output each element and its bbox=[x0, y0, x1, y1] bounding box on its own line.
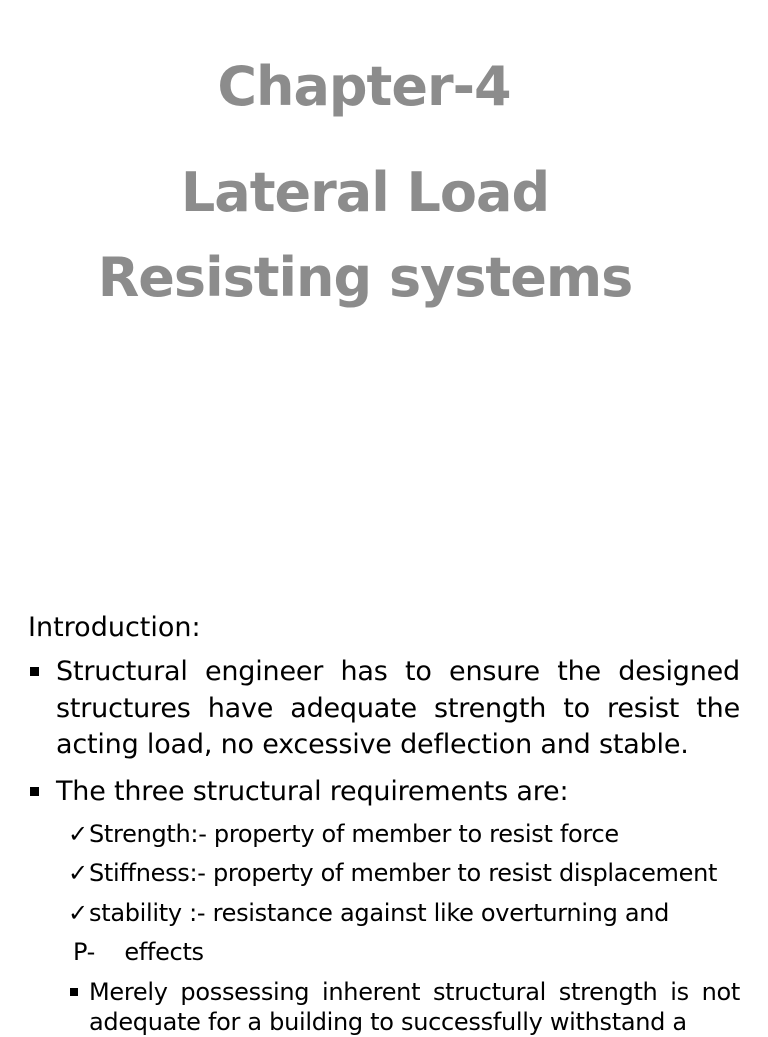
chapter-label: Chapter-4 bbox=[217, 55, 511, 118]
slide-title-line-1: Lateral Load bbox=[180, 161, 550, 224]
requirement-item bbox=[68, 898, 669, 928]
checkmark-icon: ✓ bbox=[68, 859, 88, 887]
requirement-text: stability :- resistance against like overturning and bbox=[89, 899, 670, 927]
bullet-text: The three structural requirements are: bbox=[56, 776, 569, 807]
content-slide bbox=[0, 600, 768, 1036]
sub-bullet-item bbox=[68, 977, 740, 1037]
square-bullet-icon bbox=[30, 667, 39, 676]
requirement-item bbox=[68, 819, 619, 849]
square-bullet-icon bbox=[30, 787, 39, 796]
slide-title-line-2: Resisting systems bbox=[97, 246, 633, 309]
bullet-item bbox=[28, 654, 740, 764]
slide-title bbox=[0, 150, 730, 320]
bullet-item bbox=[28, 774, 740, 811]
bullet-text: Structural engineer has to ensure the designed structures have adequate strength to resist the acting load, no excessive deflection and stable. bbox=[56, 656, 740, 760]
introduction-heading: Introduction: bbox=[28, 612, 201, 643]
p-delta-text: P- effects bbox=[73, 938, 204, 966]
requirement-item bbox=[68, 858, 717, 888]
square-bullet-icon bbox=[70, 988, 78, 996]
requirement-text: Stiffness:- property of member to resist displacement bbox=[89, 859, 718, 887]
checkmark-icon: ✓ bbox=[68, 899, 88, 927]
sub-bullet-text: Merely possessing inherent structural strength is not adequate for a building to successfully withstand a bbox=[89, 978, 740, 1036]
requirement-text: Strength:- property of member to resist force bbox=[89, 820, 619, 848]
checkmark-icon: ✓ bbox=[68, 820, 88, 848]
